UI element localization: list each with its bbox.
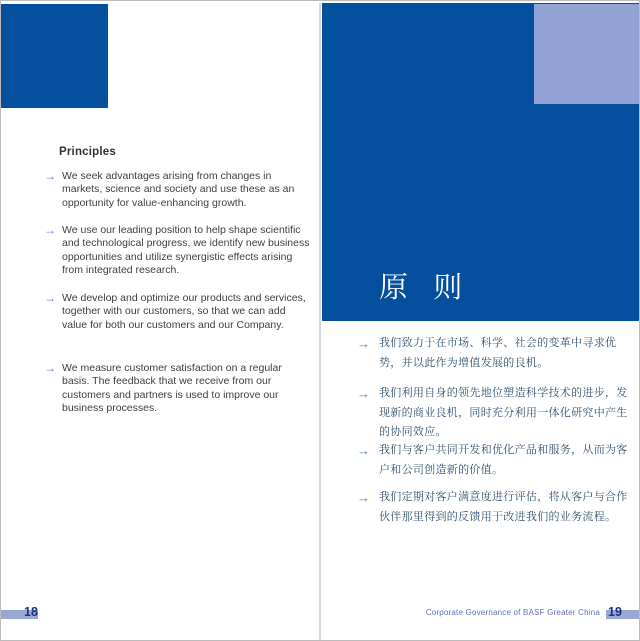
principle-text-en: We use our leading position to help shape scientific and technological progress, we identify new business opportunities and utilize synergistic effects arising from integrated research.: [62, 224, 310, 277]
principle-item-zh: [357, 441, 628, 480]
left-page-accent-square: [1, 4, 108, 108]
arrow-icon: →: [44, 361, 56, 375]
principle-text-en: We seek advantages arising from changes in markets, science and society and use these as an opportunity for value-enhancing growth.: [62, 170, 295, 209]
arrow-icon: →: [357, 336, 370, 351]
principle-text-zh: 我们利用自身的领先地位塑造科学技术的进步，发现新的商业良机，同时充分利用一体化研究中产生的协同效应。: [379, 387, 628, 438]
principle-item-zh: [357, 488, 628, 527]
right-page-accent-square: [534, 4, 640, 104]
arrow-icon: →: [357, 386, 370, 401]
principles-title-en: Principles: [59, 146, 116, 158]
principle-text-zh: 我们与客户共同开发和优化产品和服务，从而为客户和公司创造新的价值。: [379, 444, 628, 476]
page-number-left: 18: [24, 605, 38, 619]
arrow-icon: →: [44, 223, 56, 237]
principles-title-zh: 原 则: [379, 272, 472, 304]
principle-text-en: We develop and optimize our products and services, together with our customers, so that we can add value for both our customers and our Company.: [62, 292, 306, 331]
page-gutter-divider: [319, 3, 321, 640]
footer-caption: Corporate Governance of BASF Greater China: [425, 608, 600, 617]
arrow-icon: →: [357, 490, 370, 505]
arrow-icon: →: [44, 291, 56, 305]
principle-text-en: We measure customer satisfaction on a regular basis. The feedback that we receive from our customers and partners is used to improve our business processes.: [62, 362, 282, 415]
principle-item-en: [44, 292, 314, 332]
principle-item-zh: [357, 334, 623, 373]
arrow-icon: →: [357, 443, 370, 458]
arrow-icon: →: [44, 169, 56, 183]
principle-item-zh: [357, 384, 628, 443]
page-number-right: 19: [608, 605, 622, 619]
principle-text-zh: 我们定期对客户满意度进行评估，将从客户与合作伙伴那里得到的反馈用于改进我们的业务流程。: [379, 491, 628, 523]
principle-item-en: [44, 362, 314, 416]
principle-item-en: [44, 224, 314, 278]
principle-text-zh: 我们致力于在市场、科学、社会的变革中寻求优势，并以此作为增值发展的良机。: [379, 337, 617, 369]
principle-item-en: [44, 170, 314, 210]
